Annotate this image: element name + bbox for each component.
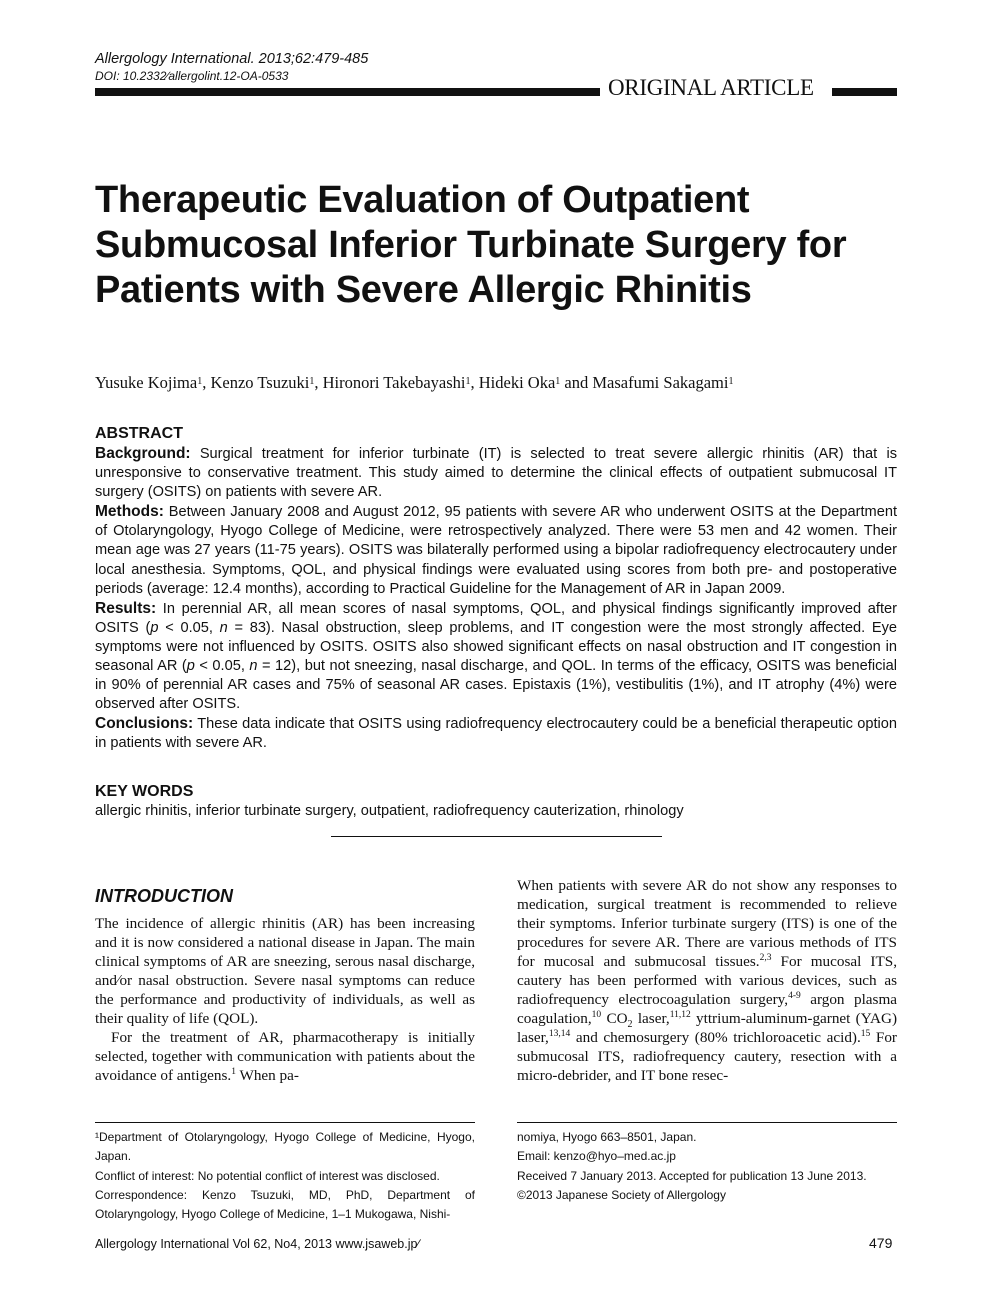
results-label: Results:	[95, 599, 157, 617]
author-name: Hideki Oka	[478, 373, 556, 392]
keywords	[95, 782, 897, 821]
methods-label: Methods:	[95, 503, 164, 521]
body-text: For submucosal ITS, radiofrequency cautery, resection with a micro-debrider, and IT bone resec-	[517, 1029, 897, 1084]
author-affiliation: 1	[728, 376, 734, 387]
p-symbol: p	[150, 619, 159, 636]
author-separator: ,	[202, 373, 211, 392]
background-text: Surgical treatment for inferior turbinate (IT) is selected to treat severe allergic rhinitis (AR) that is unresponsive to conservative treatment. This study aimed to determine the clinical effects of outpatient submucosal IT surgery (OSITS) on patients with severe AR.	[95, 446, 897, 501]
article-type: ORIGINAL ARTICLE	[608, 75, 814, 100]
n-symbol: n	[249, 658, 258, 675]
abstract-methods	[95, 502, 897, 598]
author-name: Hironori Takebayashi	[322, 373, 466, 392]
intro-paragraph-2-start: For the treatment of AR, pharmacotherapy is initially selected, together with communication with patients about the avoidance of antigens.$^1$ When pa-	[95, 1029, 475, 1084]
intro-paragraph-2-cont	[517, 876, 897, 1085]
correspondence: Correspondence: Kenzo Tsuzuki, MD, PhD, Department of Otolaryngology, Hyogo College of Medicine, 1–1 Mukogawa, Nishi-	[95, 1187, 475, 1222]
correspondence-address: nomiya, Hyogo 663–8501, Japan.	[517, 1130, 697, 1144]
subscript: 2	[627, 1019, 633, 1031]
doi: DOI: 10.2332∕allergolint.12-OA-0533	[95, 69, 289, 83]
abstract	[95, 424, 897, 754]
background-label: Background:	[95, 445, 191, 462]
author-affiliation: 1	[197, 376, 203, 387]
intro-paragraph-1: The incidence of allergic rhinitis (AR) has been increasing and it is now considered a national disease in Japan. The main clinical symptoms of AR are sneezing, serous nasal discharge, and∕or nasal obstruction. Severe nasal symptoms can reduce the performance and productivity of individuals, as well as their quality of life (QOL).	[95, 915, 475, 1027]
keywords-text: allergic rhinitis, inferior turbinate surgery, outpatient, radiofrequency cauterization, rhinology	[95, 803, 684, 819]
conclusions-label: Conclusions:	[95, 715, 194, 733]
header-rule-left	[95, 88, 600, 96]
body-text: For the treatment of AR, pharmacotherapy is initially selected, together with communication with patients about the avoidance of antigens.	[95, 1029, 475, 1084]
body-text: yttrium-aluminum-garnet (YAG) laser,	[517, 1010, 898, 1046]
p-symbol: p	[186, 658, 195, 675]
body-text: For mucosal ITS, cautery has been performed with various devices, such as radiofrequency electrocoagulation surgery,	[517, 953, 897, 1008]
reference-marker: 2,3	[759, 952, 772, 963]
body-text: laser,	[632, 1010, 670, 1027]
keywords-heading: KEY WORDS	[95, 783, 194, 800]
author-name: Kenzo Tsuzuki	[210, 373, 310, 392]
results-text: < 0.05,	[158, 619, 220, 636]
article-title: Therapeutic Evaluation of Outpatient Submucosal Inferior Turbinate Surgery for Patients with Severe Allergic Rhinitis	[95, 179, 847, 311]
conclusions-text: These data indicate that OSITS using radiofrequency electrocautery could be a beneficial therapeutic option in patients with severe AR.	[95, 716, 897, 752]
body-text: CO	[601, 1010, 628, 1027]
footnote-rule-right	[517, 1122, 897, 1123]
body-text: argon plasma coagulation,	[517, 991, 898, 1027]
reference-marker: 13,14	[548, 1028, 571, 1039]
received-dates: Received 7 January 2013. Accepted for publication 13 June 2013.	[517, 1168, 867, 1183]
methods-text: Between January 2008 and August 2012, 95 patients with severe AR who underwent OSITS at the Department of Otolaryngology, Hyogo College of Medicine, were retrospectively analyzed. There were 53 men and 42 women. Their mean age was 27 years (11-75 years). OSITS was bilaterally performed using a bipolar radiofrequency electrocautery under local anesthesia. Symptoms, QOL, and physical findings were evaluated using scores from both pre- and postoperative periods (average: 12.4 months), according to Practical Guideline for the Management of AR in Japan 2009.	[95, 504, 897, 597]
abstract-conclusions	[95, 714, 897, 753]
reference-marker: 15	[860, 1028, 871, 1039]
abstract-results	[95, 599, 897, 715]
abstract-heading: ABSTRACT	[95, 425, 183, 442]
body-text: When patients with severe AR do not show any responses to medication, surgical treatment is recommended to relieve their symptoms. Inferior turbinate surgery (ITS) is one of the procedures for severe AR. There are various methods of ITS for mucosal and submucosal tissues.	[517, 877, 897, 970]
footnote-rule-left	[95, 1122, 475, 1123]
results-text: = 12), but not sneezing, nasal discharge, and QOL. In terms of the efficacy, OSITS was beneficial in 90% of perennial AR cases and 75% of seasonal AR cases. Epistaxis (1%), vestibulitis (1%), and IT atrophy (4%) were observed after OSITS.	[95, 658, 897, 713]
journal-citation: Allergology International. 2013;62:479-485	[95, 51, 369, 67]
body-column-right	[517, 876, 897, 1085]
author-name: Yusuke Kojima	[95, 373, 198, 392]
body-text: and chemosurgery (80% trichloroacetic acid).	[570, 1029, 861, 1046]
reference-marker: 11,12	[669, 1009, 691, 1020]
affiliation-footnote: ¹Department of Otolaryngology, Hyogo College of Medicine, Hyogo, Japan.	[95, 1130, 475, 1164]
footnotes-right	[517, 1128, 897, 1205]
introduction-heading: INTRODUCTION	[95, 886, 233, 906]
section-divider	[331, 836, 662, 837]
n-symbol: n	[219, 619, 228, 636]
author-affiliation: 1	[309, 376, 315, 387]
author-separator: ,	[314, 373, 323, 392]
author-separator: and	[560, 373, 593, 392]
body-column-left	[95, 914, 475, 1085]
header-rule-right	[832, 88, 897, 96]
results-text: < 0.05,	[194, 658, 250, 675]
author-list	[95, 372, 905, 394]
correspondence-email: Email: kenzo@hyo–med.ac.jp	[517, 1149, 676, 1164]
footer-citation: Allergology International Vol 62, No4, 2013 www.jsaweb.jp∕	[95, 1237, 420, 1251]
copyright: ©2013 Japanese Society of Allergology	[517, 1187, 726, 1202]
conflict-of-interest: Conflict of interest: No potential conflict of interest was disclosed.	[95, 1168, 440, 1183]
footnotes-left	[95, 1128, 475, 1224]
author-affiliation: 1	[555, 376, 561, 387]
page-number: 479	[869, 1235, 893, 1251]
reference-marker: 10	[591, 1009, 602, 1020]
reference-marker: 4-9	[788, 990, 801, 1001]
reference-marker: 1	[231, 1066, 236, 1077]
author-separator: ,	[470, 373, 479, 392]
results-text: In perennial AR, all mean scores of nasal symptoms, QOL, and physical findings significantly improved after OSITS (	[95, 600, 897, 636]
abstract-background	[95, 444, 897, 502]
author-name: Masafumi Sakagami	[592, 373, 729, 392]
results-text: = 83). Nasal obstruction, sleep problems, and IT congestion were the most strongly affected. Eye symptoms were not influenced by OSITS. OSITS also showed significant effects on nasal obstruction and IT congestion in seasonal AR (	[95, 619, 897, 675]
author-affiliation: 1	[465, 376, 471, 387]
